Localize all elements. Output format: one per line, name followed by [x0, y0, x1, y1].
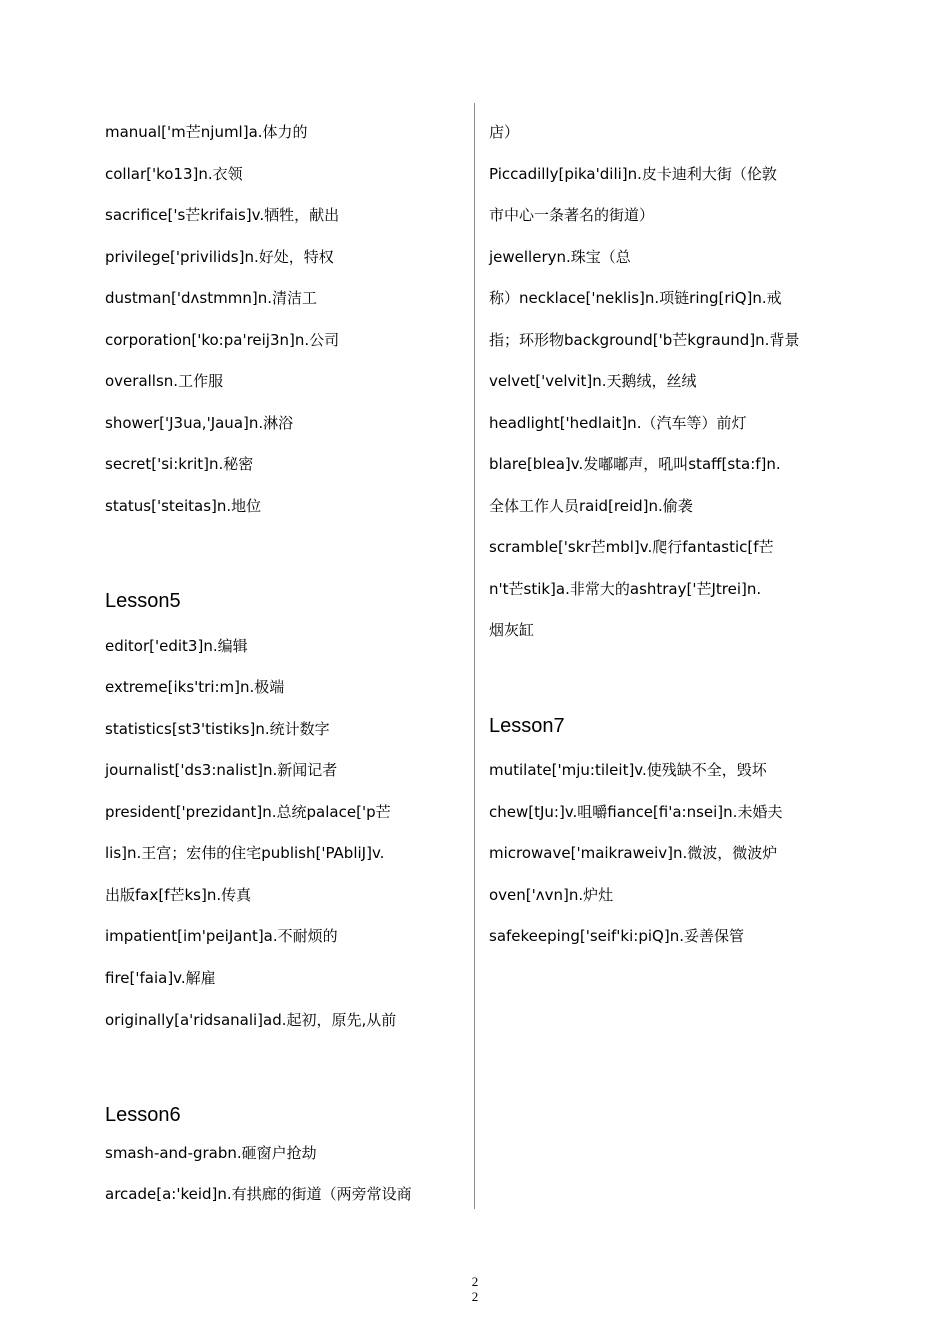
vocab-entry: extreme[iks'tri:m]n.极端	[105, 678, 285, 696]
vocab-entry: overallsn.工作服	[105, 372, 224, 390]
vocab-entry: smash-and-grabn.砸窗户抢劫	[105, 1144, 317, 1162]
vocab-entry: statistics[st3'tistiks]n.统计数字	[105, 720, 330, 738]
vocab-entry: originally[a'ridsanali]ad.起初，原先,从前	[105, 1011, 397, 1029]
vocab-entry: dustman['dʌstmmn]n.清洁工	[105, 289, 317, 307]
vocab-entry: 市中心一条著名的街道）	[489, 206, 655, 224]
vocab-entry: 全体工作人员raid[reid]n.偷袭	[489, 497, 693, 515]
vocab-entry: 指；环形物background['b芒kgraund]n.背景	[489, 331, 800, 349]
vocab-entry: Piccadilly[pika'dili]n.皮卡迪利大街（伦敦	[489, 165, 777, 183]
vocab-entry: lis]n.王宫；宏伟的住宅publish['PAbliJ]v.	[105, 844, 385, 862]
lesson-heading-6: Lesson6	[105, 1104, 181, 1126]
lesson-heading-7: Lesson7	[489, 715, 565, 737]
vocab-entry: impatient[im'peiJant]a.不耐烦的	[105, 927, 338, 945]
vocab-entry: oven['ʌvn]n.炉灶	[489, 886, 614, 904]
column-divider	[474, 103, 475, 1209]
vocab-entry: status['steitas]n.地位	[105, 497, 262, 515]
page-number: 2	[471, 1289, 479, 1304]
vocab-entry: manual['m芒njuml]a.体力的	[105, 123, 308, 141]
vocab-entry: privilege['privilids]n.好处，特权	[105, 248, 334, 266]
vocab-entry: corporation['ko:pa'reij3n]n.公司	[105, 331, 340, 349]
vocab-entry: shower['J3ua,'Jaua]n.淋浴	[105, 414, 294, 432]
vocab-entry: velvet['velvit]n.天鹅绒，丝绒	[489, 372, 697, 390]
vocab-entry: mutilate['mju:tileit]v.使残缺不全，毁坏	[489, 761, 767, 779]
vocab-entry: arcade[a:'keid]n.有拱廊的街道（两旁常设商	[105, 1185, 412, 1203]
vocab-entry: headlight['hedlait]n.（汽车等）前灯	[489, 414, 747, 432]
vocab-entry: journalist['ds3:nalist]n.新闻记者	[105, 761, 338, 779]
vocab-entry: chew[tJu:]v.咀嚼fiance[fi'a:nsei]n.未婚夫	[489, 803, 783, 821]
vocab-entry: sacrifice['s芒krifais]v.牺牲，献出	[105, 206, 340, 224]
vocab-entry: 烟灰缸	[489, 621, 535, 639]
vocab-entry: collar['ko13]n.衣领	[105, 165, 243, 183]
vocab-entry: 出版fax[f芒ks]n.传真	[105, 886, 252, 904]
vocab-entry: microwave['maikraweiv]n.微波，微波炉	[489, 844, 778, 862]
lesson-heading-5: Lesson5	[105, 590, 181, 612]
vocab-entry: president['prezidant]n.总统palace['p芒	[105, 803, 391, 821]
vocab-entry: secret['si:krit]n.秘密	[105, 455, 254, 473]
page-number: 2	[471, 1274, 479, 1289]
vocab-entry: jewelleryn.珠宝（总	[489, 248, 631, 266]
vocab-entry: n't芒stik]a.非常大的ashtray['芒Jtrei]n.	[489, 580, 762, 598]
vocab-entry: 店）	[489, 123, 520, 141]
vocab-entry: editor['edit3]n.编辑	[105, 637, 248, 655]
vocab-entry: scramble['skr芒mbl]v.爬行fantastic[f芒	[489, 538, 774, 556]
vocab-entry: safekeeping['seif'ki:piQ]n.妥善保管	[489, 927, 744, 945]
vocab-entry: fire['faia]v.解雇	[105, 969, 216, 987]
vocab-entry: 称）necklace['neklis]n.项链ring[riQ]n.戒	[489, 289, 782, 307]
vocab-entry: blare[blea]v.发嘟嘟声，吼叫staff[sta:f]n.	[489, 455, 781, 473]
